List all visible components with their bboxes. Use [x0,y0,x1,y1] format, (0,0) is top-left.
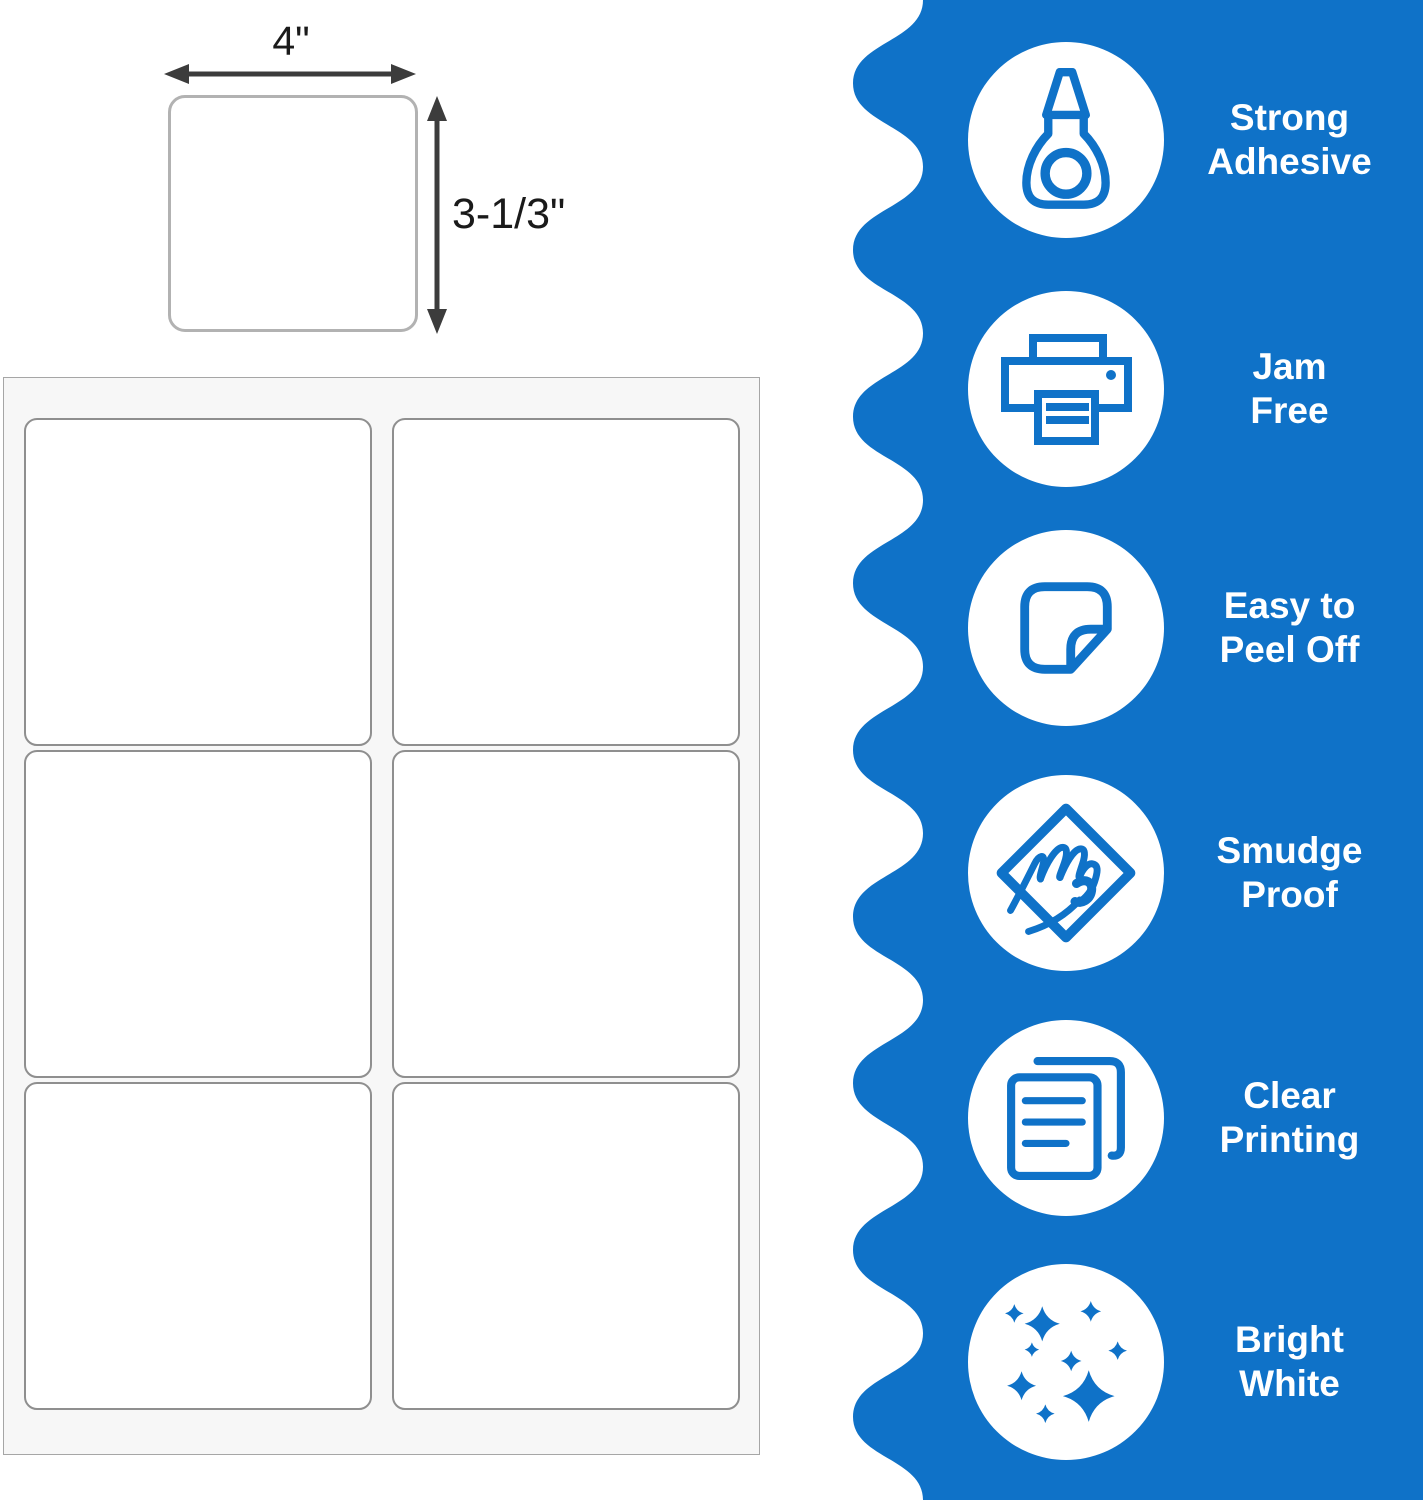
feature-circle-bright-white [968,1264,1164,1460]
feature-label-smudge-proof: Smudge Proof [1216,829,1363,915]
feature-circle-strong-adhesive [968,42,1164,238]
height-dimension-label: 3-1/3" [452,190,566,238]
feature-circle-easy-peel [968,530,1164,726]
feature-circle-jam-free [968,291,1164,487]
feature-label-strong-adhesive: Strong Adhesive [1207,96,1372,182]
feature-label-jam-free: Jam Free [1250,345,1329,431]
sparkles-icon [1004,1300,1128,1424]
documents-icon [1007,1057,1125,1180]
feature-circle-smudge-proof [968,775,1164,971]
feature-label-clear-printing: Clear Printing [1219,1074,1360,1160]
glue-bottle-icon [1013,67,1119,213]
feature-circle-clear-printing [968,1020,1164,1216]
smudge-hand-icon [991,798,1141,948]
width-dimension-label: 4" [272,18,310,64]
feature-label-bright-white: Bright White [1235,1318,1344,1404]
printer-icon [1001,333,1132,445]
peel-sticker-icon [1007,569,1125,687]
feature-label-easy-peel: Easy to Peel Off [1219,584,1360,670]
